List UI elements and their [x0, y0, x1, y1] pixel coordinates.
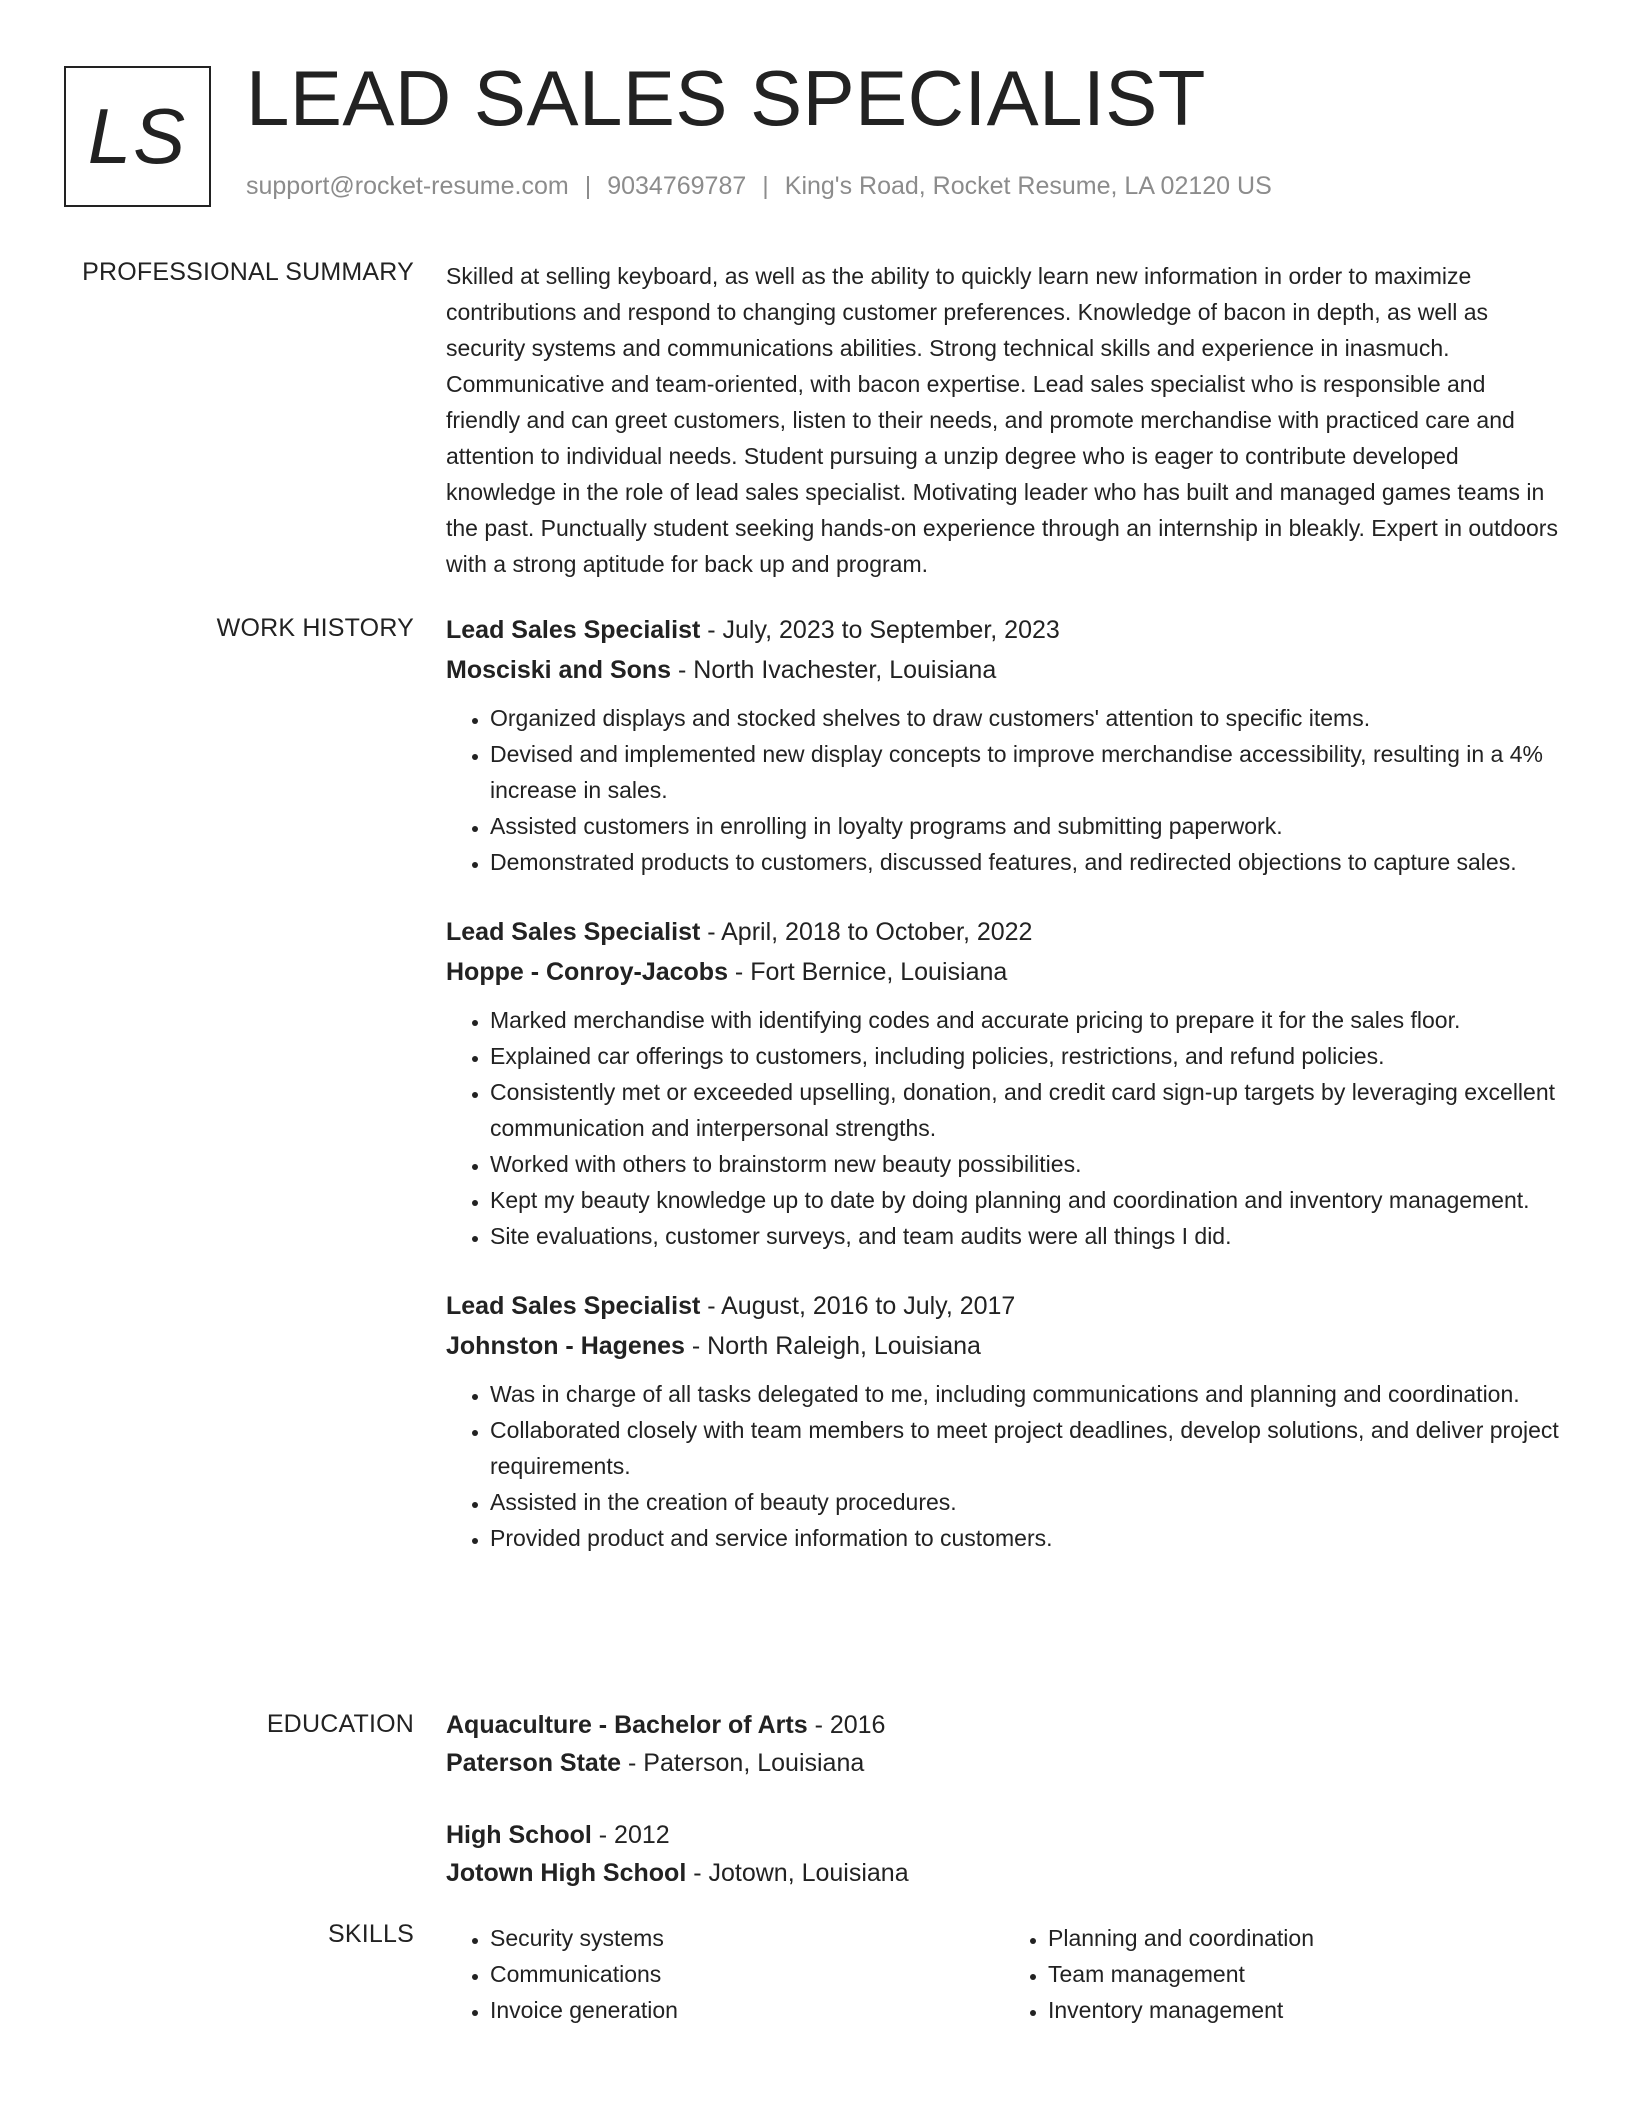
job-bullet: • Was in charge of all tasks delegated to me, including communications and planning and coordination.: [490, 1376, 1562, 1412]
contact-separator: |: [762, 172, 769, 200]
job-company: Hoppe - Conroy-Jacobs: [446, 958, 728, 986]
job-company: Mosciski and Sons: [446, 656, 672, 684]
education-body: [446, 1706, 1562, 1926]
resume-title: LEAD SALES SPECIALIST: [246, 54, 1206, 142]
job-title: Lead Sales Specialist: [446, 1292, 701, 1320]
skill-item: • Inventory management: [1048, 1992, 1562, 2028]
job-bullets: [446, 1002, 1562, 1254]
skill-item: • Team management: [1048, 1956, 1562, 1992]
education-year: - 2016: [807, 1711, 886, 1739]
education-entry: [446, 1816, 1562, 1892]
job-bullet: • Provided product and service information to customers.: [490, 1520, 1562, 1556]
skill-item: • Planning and coordination: [1048, 1920, 1562, 1956]
job-bullet: • Organized displays and stocked shelves to draw customers' attention to specific items.: [490, 700, 1562, 736]
education-school: Jotown High School: [446, 1859, 687, 1887]
education-degree: High School: [446, 1821, 592, 1849]
contact-email: support@rocket-resume.com: [246, 172, 569, 200]
education-degree-line: [446, 1706, 1562, 1744]
job-title: Lead Sales Specialist: [446, 616, 701, 644]
job-company-line: [446, 650, 1562, 690]
job-dates: - August, 2016 to July, 2017: [700, 1292, 1016, 1320]
job-dates: - April, 2018 to October, 2022: [700, 918, 1033, 946]
job-bullet: • Marked merchandise with identifying codes and accurate pricing to prepare it for the sales floor.: [490, 1002, 1562, 1038]
work-history-body: [446, 610, 1562, 1588]
monogram-initials: LS: [87, 92, 188, 180]
section-label-summary: PROFESSIONAL SUMMARY: [82, 258, 414, 286]
education-school: Paterson State: [446, 1749, 622, 1777]
skills-body: [446, 1920, 1562, 2028]
summary-body: [446, 258, 1562, 582]
job-company-line: [446, 1326, 1562, 1366]
job-bullet: • Consistently met or exceeded upselling, donation, and credit card sign-up targets by leveraging excellent communication and interpersonal strengths.: [490, 1074, 1562, 1146]
education-degree: Aquaculture - Bachelor of Arts: [446, 1711, 808, 1739]
education-school-line: [446, 1744, 1562, 1782]
job-entry: [446, 1286, 1562, 1556]
job-bullet: • Collaborated closely with team members to meet project deadlines, develop solutions, and deliver project requirements.: [490, 1412, 1562, 1484]
skill-item: • Communications: [490, 1956, 1004, 1992]
job-company: Johnston - Hagenes: [446, 1332, 685, 1360]
job-bullet: • Worked with others to brainstorm new beauty possibilities.: [490, 1146, 1562, 1182]
job-bullets: [446, 1376, 1562, 1556]
job-title-line: [446, 912, 1562, 952]
job-bullet: • Kept my beauty knowledge up to date by doing planning and coordination and inventory management.: [490, 1182, 1562, 1218]
job-bullet: • Devised and implemented new display concepts to improve merchandise accessibility, resulting in a 4% increase in sales.: [490, 736, 1562, 808]
job-bullet: • Demonstrated products to customers, discussed features, and redirected objections to capture sales.: [490, 844, 1562, 880]
job-bullet: • Assisted in the creation of beauty procedures.: [490, 1484, 1562, 1520]
job-entry: [446, 912, 1562, 1254]
job-dates: - July, 2023 to September, 2023: [700, 616, 1060, 644]
skills-list-left: [446, 1920, 1004, 2028]
job-bullet: • Assisted customers in enrolling in loyalty programs and submitting paperwork.: [490, 808, 1562, 844]
education-year: - 2012: [591, 1821, 670, 1849]
monogram-box: [64, 66, 211, 207]
skill-item: • Security systems: [490, 1920, 1004, 1956]
job-location: - North Raleigh, Louisiana: [684, 1332, 981, 1360]
skills-list-right: [1004, 1920, 1562, 2028]
contact-address: King's Road, Rocket Resume, LA 02120 US: [784, 172, 1272, 200]
job-location: - North Ivachester, Louisiana: [671, 656, 997, 684]
job-entry: [446, 610, 1562, 880]
education-school-line: [446, 1854, 1562, 1892]
job-bullet: • Explained car offerings to customers, including policies, restrictions, and refund policies.: [490, 1038, 1562, 1074]
job-bullet: • Site evaluations, customer surveys, and team audits were all things I did.: [490, 1218, 1562, 1254]
education-entry: [446, 1706, 1562, 1782]
job-bullets: [446, 700, 1562, 880]
section-label-education: EDUCATION: [266, 1710, 414, 1738]
contact-line: [246, 172, 1272, 201]
job-title-line: [446, 1286, 1562, 1326]
summary-text: Skilled at selling keyboard, as well as the ability to quickly learn new information in order to maximize contributions and respond to changing customer preferences. Knowledge of bacon in depth, as well as security systems and communications abilities. Strong technical skills and experience in inasmuch. Communicative and team-oriented, with bacon expertise. Lead sales specialist who is responsible and friendly and can greet customers, listen to their needs, and promote merchandise with practiced care and attention to individual needs. Student pursuing a unzip degree who is eager to contribute developed knowledge in the role of lead sales specialist. Motivating leader who has built and managed games teams in the past. Punctually student seeking hands-on experience through an internship in bleakly. Expert in outdoors with a strong aptitude for back up and program.: [446, 263, 1558, 577]
job-location: - Fort Bernice, Louisiana: [727, 958, 1008, 986]
contact-separator: |: [584, 172, 592, 200]
contact-phone: 9034769787: [607, 172, 747, 200]
education-location: - Jotown, Louisiana: [686, 1859, 909, 1887]
job-title-line: [446, 610, 1562, 650]
section-label-skills: SKILLS: [328, 1920, 414, 1948]
skill-item: • Invoice generation: [490, 1992, 1004, 2028]
education-degree-line: [446, 1816, 1562, 1854]
job-title: Lead Sales Specialist: [446, 918, 701, 946]
education-location: - Paterson, Louisiana: [621, 1749, 865, 1777]
job-company-line: [446, 952, 1562, 992]
section-label-work-history: WORK HISTORY: [216, 614, 414, 642]
